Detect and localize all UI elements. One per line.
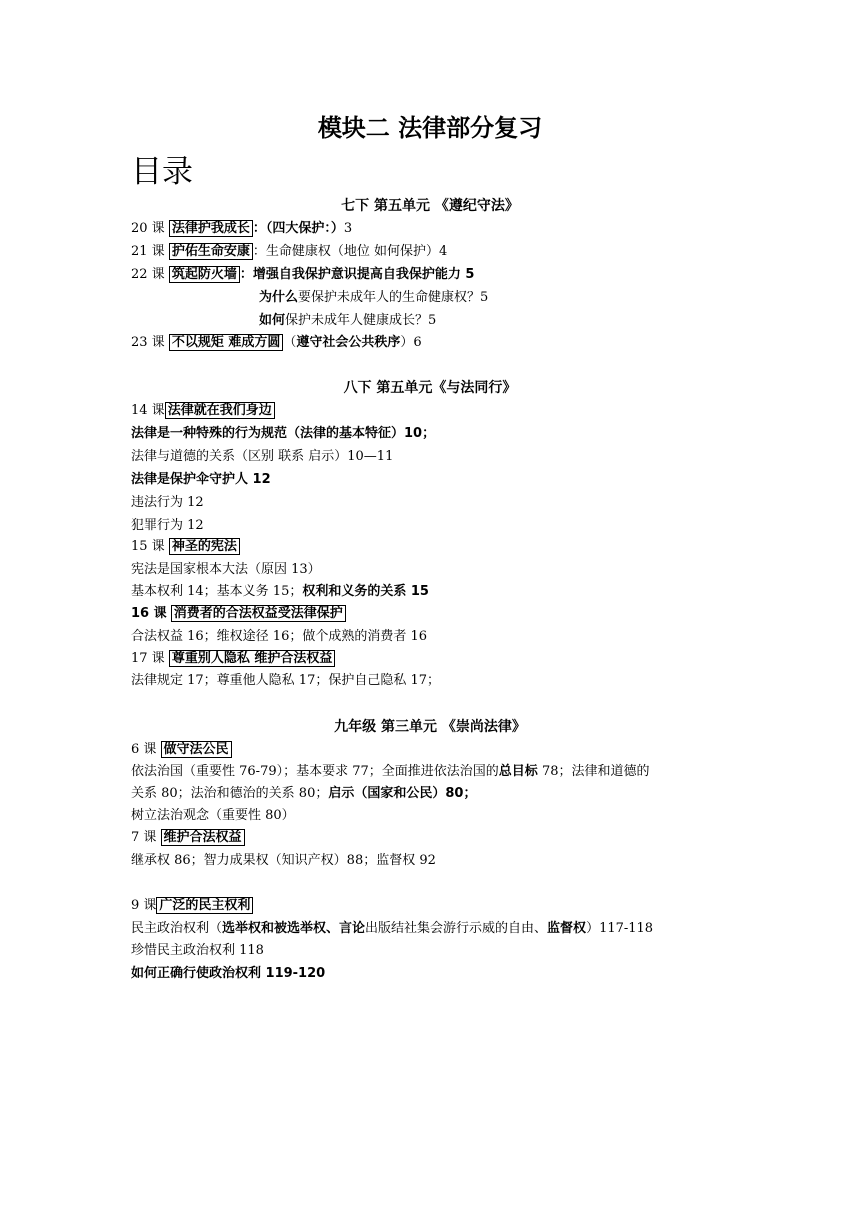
topic-paragraph xyxy=(131,761,731,805)
topic-text: 基本权利 14；基本义务 15； xyxy=(131,584,303,599)
topic-line: 犯罪行为 12 xyxy=(131,518,204,533)
lesson-9 xyxy=(131,895,253,917)
lesson-15 xyxy=(131,536,240,558)
topic-line: 法律是保护伞守护人 12 xyxy=(131,472,271,487)
page-ref: ）117-118 xyxy=(586,921,654,936)
topic-text: 出版结社集会游行示威的自由、 xyxy=(365,921,548,936)
lesson-number: 14 课 xyxy=(131,403,165,418)
topic-line: 珍惜民主政治权利 118 xyxy=(131,943,264,958)
topic-line: 法律是一种特殊的行为规范（法律的基本特征）10； xyxy=(131,426,436,441)
topic-line xyxy=(131,581,429,603)
topic-text: 要保护未成年人的生命健康权？5 xyxy=(298,290,489,305)
keyword: 如何 xyxy=(259,313,286,328)
lesson-title-box: 护佑生命安康 xyxy=(169,243,253,260)
lesson-number: 16 课 xyxy=(131,606,167,621)
lesson-16 xyxy=(131,603,346,625)
topic-text: 关系 80；法治和德治的关系 80； xyxy=(131,786,329,801)
unit-heading-3: 九年级 第三单元 《崇尚法律》 xyxy=(334,719,526,735)
lesson-17 xyxy=(131,648,335,670)
page-ref: 3 xyxy=(343,221,353,236)
lesson-title-box: 消费者的合法权益受法律保护 xyxy=(171,605,346,622)
lesson-number: 22 课 xyxy=(131,267,165,282)
lesson-title-box: 做守法公民 xyxy=(161,741,232,758)
lesson-title-box: 维护合法权益 xyxy=(161,829,245,846)
topic-line: 宪法是国家根本大法（原因 13） xyxy=(131,562,321,577)
lesson-22-how xyxy=(259,310,436,332)
lesson-title-box: 广泛的民主权利 xyxy=(156,897,253,914)
keyword: 选举权和被选举权、言论 xyxy=(222,921,366,936)
lesson-6 xyxy=(131,739,232,761)
keyword: 遵守社会公共秩序 xyxy=(296,335,401,350)
lesson-title-box: 筑起防火墙 xyxy=(169,266,240,283)
keyword: 启示（国家和公民）80； xyxy=(328,786,477,801)
lesson-number: 9 课 xyxy=(131,898,157,913)
lesson-23 xyxy=(131,332,422,354)
lesson-number: 21 课 xyxy=(131,244,165,259)
lesson-20 xyxy=(131,218,352,240)
topic-line: 如何正确行使政治权利 119-120 xyxy=(131,966,326,981)
keyword: 监督权 xyxy=(547,921,587,936)
topic-line: 合法权益 16；维权途径 16；做个成熟的消费者 16 xyxy=(131,629,428,644)
lesson-note: ：（四大保护：） xyxy=(252,221,344,236)
lesson-number: 7 课 xyxy=(131,830,157,845)
page-ref: ）6 xyxy=(400,335,422,350)
unit-heading-2: 八下 第五单元《与法同行》 xyxy=(343,380,517,396)
keyword: 为什么 xyxy=(259,290,299,305)
lesson-7 xyxy=(131,827,245,849)
topic-line: 违法行为 12 xyxy=(131,495,204,510)
lesson-title-box: 神圣的宪法 xyxy=(169,538,240,555)
topic-text: 保护未成年人健康成长？5 xyxy=(285,313,437,328)
keyword: 总目标 xyxy=(498,764,538,779)
topic-line: 树立法治观念（重要性 80） xyxy=(131,808,295,823)
toc-heading: 目录 xyxy=(131,154,193,190)
lesson-number: 20 课 xyxy=(131,221,165,236)
topic-text: 民主政治权利（ xyxy=(131,921,223,936)
lesson-title-box: 法律护我成长 xyxy=(169,220,253,237)
lesson-title-box: 尊重别人隐私 维护合法权益 xyxy=(169,650,336,667)
lesson-21 xyxy=(131,241,447,263)
lesson-22 xyxy=(131,264,474,286)
lesson-number: 15 课 xyxy=(131,539,165,554)
lesson-title-box: 不以规矩 难成方圆 xyxy=(169,334,284,351)
topic-line: 法律规定 17；尊重他人隐私 17；保护自己隐私 17； xyxy=(131,673,441,688)
lesson-title-box: 法律就在我们身边 xyxy=(165,402,275,419)
topic-line xyxy=(131,918,653,940)
lesson-note: ：增强自我保护意识提高自我保护能力 5 xyxy=(239,267,475,282)
lesson-22-why xyxy=(259,287,488,309)
lesson-14 xyxy=(131,400,275,422)
keyword: 权利和义务的关系 15 xyxy=(302,584,429,599)
lesson-note: ：生命健康权（地位 如何保护）4 xyxy=(252,244,448,259)
unit-heading-1: 七下 第五单元 《遵纪守法》 xyxy=(341,198,519,214)
topic-text: 78；法律和道德的 xyxy=(537,764,650,779)
lesson-number: 23 课 xyxy=(131,335,165,350)
topic-text: 依法治国（重要性 76-79）；基本要求 77；全面推进依法治国的 xyxy=(131,764,499,779)
topic-line: 法律与道德的关系（区别 联系 启示）10—11 xyxy=(131,449,394,464)
topic-line: 继承权 86；智力成果权（知识产权）88；监督权 92 xyxy=(131,853,436,868)
page-title: 模块二 法律部分复习 xyxy=(317,114,543,142)
lesson-number: 6 课 xyxy=(131,742,157,757)
lesson-number: 17 课 xyxy=(131,651,165,666)
paren-open: （ xyxy=(283,335,297,350)
